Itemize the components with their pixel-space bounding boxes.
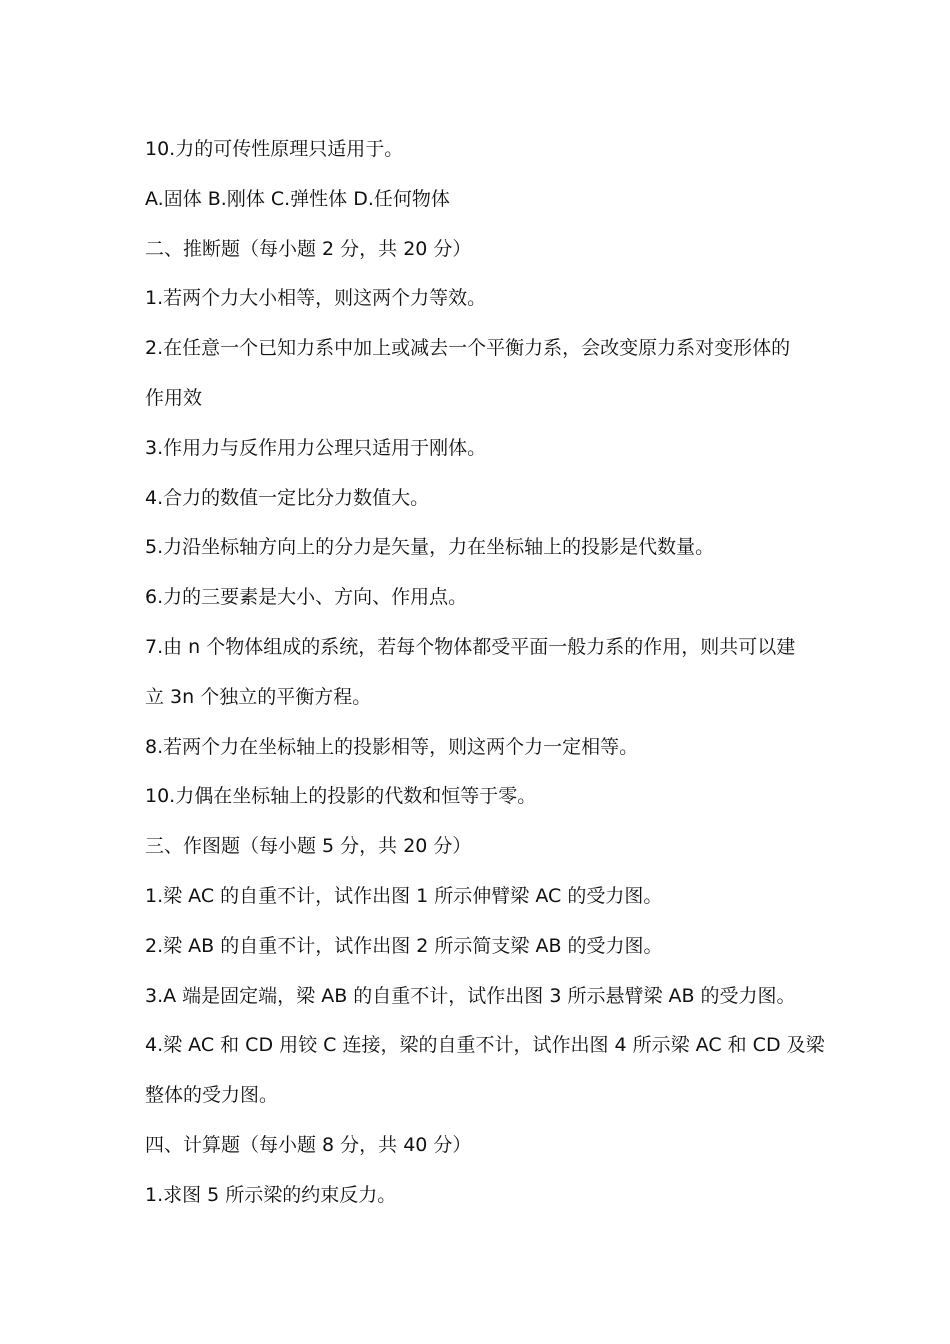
drawing-item-1: 1.梁 AC 的自重不计，试作出图 1 所示伸臂梁 AC 的受力图。 — [145, 884, 663, 907]
section-2-heading: 二、推断题（每小题 2 分，共 20 分） — [145, 237, 472, 260]
judgment-item-5: 5.力沿坐标轴方向上的分力是矢量，力在坐标轴上的投影是代数量。 — [145, 536, 715, 559]
judgment-item-3: 3.作用力与反作用力公理只适用于刚体。 — [145, 436, 487, 459]
section-4-heading: 四、计算题（每小题 8 分，共 40 分） — [145, 1133, 472, 1156]
judgment-item-4: 4.合力的数值一定比分力数值大。 — [145, 486, 430, 509]
judgment-item-7-continued: 立 3n 个独立的平衡方程。 — [145, 685, 372, 708]
drawing-item-3: 3.A 端是固定端，梁 AB 的自重不计，试作出图 3 所示悬臂梁 AB 的受力图。 — [145, 984, 796, 1007]
drawing-item-2: 2.梁 AB 的自重不计，试作出图 2 所示简支梁 AB 的受力图。 — [145, 934, 663, 957]
judgment-item-8: 8.若两个力在坐标轴上的投影相等，则这两个力一定相等。 — [145, 735, 639, 758]
judgment-item-2: 2.在任意一个已知力系中加上或减去一个平衡力系，会改变原力系对变形体的 — [145, 337, 791, 360]
document-body — [145, 125, 825, 1221]
judgment-item-2-continued: 作用效 — [145, 386, 203, 409]
judgment-item-10: 10.力偶在坐标轴上的投影的代数和恒等于零。 — [145, 785, 537, 808]
drawing-item-4: 4.梁 AC 和 CD 用铰 C 连接，梁的自重不计，试作出图 4 所示梁 AC 和 CD 及梁 — [145, 1034, 825, 1057]
judgment-item-7: 7.由 n 个物体组成的系统，若每个物体都受平面一般力系的作用，则共可以建 — [145, 635, 796, 658]
judgment-item-1: 1.若两个力大小相等，则这两个力等效。 — [145, 287, 487, 310]
drawing-item-4-continued: 整体的受力图。 — [145, 1084, 279, 1107]
question-10-text: 10.力的可传性原理只适用于。 — [145, 138, 404, 160]
judgment-item-6: 6.力的三要素是大小、方向、作用点。 — [145, 586, 468, 609]
calculation-item-1: 1.求图 5 所示梁的约束反力。 — [145, 1183, 397, 1206]
question-10-options: A.固体 B.刚体 C.弹性体 D.任何物体 — [145, 187, 450, 210]
section-3-heading: 三、作图题（每小题 5 分，共 20 分） — [145, 835, 472, 858]
